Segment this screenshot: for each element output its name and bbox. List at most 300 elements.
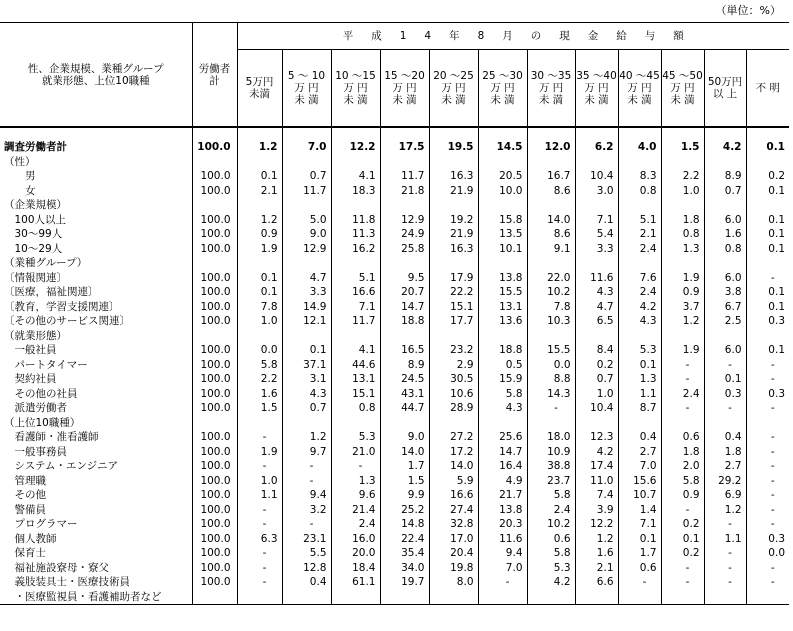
value-cell: 0.1 [746,227,789,242]
row-label: 管理職 [4,474,46,487]
value-cell: 0.1 [282,343,331,358]
table-row [0,300,789,315]
value-cell: 0.2 [746,169,789,184]
value-cell: 6.6 [575,575,618,590]
value-cell: 8.0 [429,575,478,590]
value-cell: 10.6 [429,387,478,402]
empty-cell [746,329,789,344]
value-cell: 2.1 [237,184,282,199]
row-label: 〔その他のサービス関連〕 [4,315,130,327]
value-cell: 28.9 [429,401,478,416]
value-cell: 0.6 [618,561,661,576]
value-cell: 12.2 [331,140,380,155]
value-cell: 4.1 [331,343,380,358]
empty-cell [237,590,282,605]
count-cell: 100.0 [192,140,237,155]
table-row [0,430,789,445]
band-header-line: 30 ～35 [530,70,572,82]
band-header-line: 万 円 [294,82,319,94]
value-cell: 7.0 [478,561,527,576]
empty-cell [192,155,237,170]
band-header-line: 5 ～ 10 [287,70,326,82]
count-cell: 100.0 [192,561,237,576]
empty-cell [331,155,380,170]
empty-cell [380,590,429,605]
band-header-line: 万 円 [670,82,695,94]
value-cell: 16.4 [478,459,527,474]
value-cell: - [704,401,746,416]
wage-distribution-table [0,22,789,605]
value-cell: 12.0 [527,140,575,155]
band-header-line: 未 満 [670,94,695,106]
value-cell: 7.8 [527,300,575,315]
row-label: システム・エンジニア [4,460,119,472]
value-cell: 30.5 [429,372,478,387]
value-cell: - [704,561,746,576]
value-cell: 25.6 [478,430,527,445]
value-cell: 0.0 [237,343,282,358]
value-cell: 1.2 [282,430,331,445]
row-label: パートタイマー [4,358,88,371]
band-header-line: 未 満 [343,94,368,106]
empty-cell [661,256,704,271]
value-cell: - [237,430,282,445]
empty-cell [527,155,575,170]
value-cell: 1.5 [237,401,282,416]
band-header-line: 20 ～25 [433,70,474,82]
value-cell: 9.1 [527,242,575,257]
value-cell: - [661,575,704,590]
band-header-line: 未 満 [490,94,515,106]
value-cell: 5.1 [331,271,380,286]
table-row [0,372,789,387]
value-cell: - [746,575,789,590]
value-cell: 1.8 [661,445,704,460]
period-title: 平成14年8月の現金給与額 [237,23,789,50]
value-cell: 18.8 [478,343,527,358]
band-header-line: 40 ～45 [619,70,660,82]
band-header-line: 万 円 [490,82,515,94]
value-cell: 6.5 [575,314,618,329]
value-cell: 10.4 [575,401,618,416]
value-cell: 0.9 [237,227,282,242]
empty-cell [237,198,282,213]
value-cell: 14.8 [380,517,429,532]
value-cell: 6.0 [704,213,746,228]
empty-cell [192,256,237,271]
value-cell: 13.1 [478,300,527,315]
value-cell: 15.1 [331,387,380,402]
value-cell: - [704,575,746,590]
value-cell: 13.8 [478,271,527,286]
value-cell: 21.7 [478,488,527,503]
value-cell: 2.9 [429,358,478,373]
row-label: （上位10職種） [4,416,81,429]
table-row [0,416,789,431]
spacer-cell [237,127,282,140]
value-cell: 7.4 [575,488,618,503]
value-cell: 21.9 [429,227,478,242]
value-cell: 20.5 [478,169,527,184]
empty-cell [192,329,237,344]
empty-cell [237,256,282,271]
row-label: 看護師・准看護師 [4,431,99,443]
value-cell: - [618,575,661,590]
row-label: ・医療監視員・看護補助者など [0,590,192,605]
row-label: 〔医療，福祉関連〕 [4,286,99,298]
value-cell: 17.7 [429,314,478,329]
value-cell: 1.0 [661,184,704,199]
value-cell: 5.0 [282,213,331,228]
empty-cell [704,416,746,431]
spacer-cell [429,127,478,140]
row-label: 〔教育，学習支援関連〕 [4,300,120,313]
value-cell: - [704,358,746,373]
value-cell: 3.2 [282,503,331,518]
value-cell: 12.1 [282,314,331,329]
value-cell: 22.0 [527,271,575,286]
band-header-line: 万 円 [441,82,466,94]
table-body [0,127,789,605]
value-cell: 2.4 [618,242,661,257]
empty-cell [478,155,527,170]
band-header-line: 45 ～50 [662,70,703,82]
value-cell: - [331,459,380,474]
table-row [0,561,789,576]
value-cell: 9.6 [331,488,380,503]
empty-cell [478,590,527,605]
value-cell: 1.6 [237,387,282,402]
value-cell: 18.8 [380,314,429,329]
value-cell: 5.1 [618,213,661,228]
count-cell: 100.0 [192,474,237,489]
table-row [0,401,789,416]
table-row [0,184,789,199]
value-cell: 1.5 [380,474,429,489]
value-cell: - [237,561,282,576]
band-header-line: 5万円 [245,76,274,88]
value-cell: 3.3 [282,285,331,300]
row-label: 調査労働者計 [4,141,67,153]
table-row [0,213,789,228]
row-label: 個人教師 [4,532,57,545]
value-cell: 0.2 [575,358,618,373]
spacer-cell [331,127,380,140]
empty-cell [661,590,704,605]
value-cell: - [478,575,527,590]
value-cell: 4.2 [704,140,746,155]
value-cell: 20.4 [429,546,478,561]
empty-cell [331,256,380,271]
value-cell: 10.4 [575,169,618,184]
value-cell: 1.1 [704,532,746,547]
value-cell: 8.3 [618,169,661,184]
empty-cell [746,155,789,170]
value-cell: 25.8 [380,242,429,257]
value-cell: 10.2 [527,517,575,532]
row-label: その他の社員 [4,387,78,400]
empty-cell [192,416,237,431]
value-cell: 20.0 [331,546,380,561]
empty-cell [282,155,331,170]
value-cell: 0.8 [704,242,746,257]
count-cell: 100.0 [192,532,237,547]
value-cell: 1.9 [237,242,282,257]
spacer-cell [575,127,618,140]
value-cell: 0.6 [527,532,575,547]
count-header-line-2: 計 [209,74,220,87]
value-cell: 12.8 [282,561,331,576]
value-cell: - [746,517,789,532]
empty-cell [380,416,429,431]
value-cell: - [661,561,704,576]
value-cell: 1.6 [704,227,746,242]
band-header-line: 未満 [249,88,270,100]
value-cell: 1.3 [331,474,380,489]
value-cell: 4.0 [618,140,661,155]
empty-cell [575,590,618,605]
value-cell: - [746,474,789,489]
value-cell: 10.1 [478,242,527,257]
count-cell: 100.0 [192,546,237,561]
count-cell: 100.0 [192,575,237,590]
value-cell: 4.9 [478,474,527,489]
value-cell: 0.2 [661,517,704,532]
band-header [746,50,789,128]
count-cell: 100.0 [192,358,237,373]
row-label: （性） [4,155,36,168]
empty-cell [527,329,575,344]
value-cell: 7.1 [575,213,618,228]
value-cell: 1.3 [661,242,704,257]
value-cell: 11.8 [331,213,380,228]
table-row [0,358,789,373]
value-cell: - [661,401,704,416]
value-cell: 14.7 [380,300,429,315]
empty-cell [704,198,746,213]
empty-cell [331,590,380,605]
value-cell: 1.7 [380,459,429,474]
value-cell: 2.4 [618,285,661,300]
value-cell: 0.8 [618,184,661,199]
value-cell: 8.6 [527,184,575,199]
value-cell: 5.8 [237,358,282,373]
value-cell: 24.9 [380,227,429,242]
value-cell: 0.8 [661,227,704,242]
value-cell: 4.2 [575,445,618,460]
value-cell: 9.4 [478,546,527,561]
value-cell: 17.5 [380,140,429,155]
value-cell: 18.0 [527,430,575,445]
empty-cell [478,329,527,344]
value-cell: 0.0 [746,546,789,561]
band-header [618,50,661,128]
value-cell: 0.1 [661,532,704,547]
value-cell: 4.2 [527,575,575,590]
value-cell: 8.6 [527,227,575,242]
value-cell: 2.4 [661,387,704,402]
value-cell: 2.4 [527,503,575,518]
empty-cell [527,590,575,605]
spacer-cell [527,127,575,140]
band-header-line: 50万円 [707,76,743,88]
row-label: 一般事務員 [4,445,67,458]
empty-cell [237,155,282,170]
table-row [0,169,789,184]
value-cell: 1.5 [661,140,704,155]
band-header-line: 未 満 [294,94,319,106]
value-cell: 44.6 [331,358,380,373]
empty-cell [282,198,331,213]
value-cell: 15.6 [618,474,661,489]
value-cell: 11.0 [575,474,618,489]
value-cell: 22.4 [380,532,429,547]
value-cell: 5.4 [575,227,618,242]
value-cell: 3.7 [661,300,704,315]
value-cell: 23.1 [282,532,331,547]
value-cell: 5.3 [331,430,380,445]
row-label: 〔情報関連〕 [4,271,67,284]
value-cell: 0.1 [746,213,789,228]
value-cell: 0.1 [746,343,789,358]
value-cell: 11.6 [575,271,618,286]
value-cell: - [704,517,746,532]
empty-cell [575,155,618,170]
value-cell: 13.1 [331,372,380,387]
count-cell: 100.0 [192,227,237,242]
band-header-line: 35 ～40 [576,70,617,82]
value-cell: 13.5 [478,227,527,242]
value-cell: - [746,488,789,503]
row-label: （企業規模） [4,199,67,211]
band-header-line: 15 ～20 [384,70,425,82]
value-cell: 23.2 [429,343,478,358]
row-label-line-1: 性、企業規模、業種グループ [27,62,164,75]
spacer-cell [0,127,192,140]
value-cell: 4.3 [618,314,661,329]
value-cell: - [661,372,704,387]
value-cell: 14.0 [380,445,429,460]
value-cell: - [746,358,789,373]
table-row [0,198,789,213]
value-cell: 2.0 [661,459,704,474]
empty-cell [661,198,704,213]
row-label: （業種グループ） [4,257,88,269]
value-cell: - [282,474,331,489]
empty-cell [618,198,661,213]
value-cell: 32.8 [429,517,478,532]
value-cell: 6.7 [704,300,746,315]
band-header-line: 万 円 [584,82,609,94]
value-cell: 1.2 [237,140,282,155]
band-header-line: 未 満 [584,94,609,106]
count-cell: 100.0 [192,459,237,474]
value-cell: 0.9 [661,488,704,503]
value-cell: 2.4 [331,517,380,532]
value-cell: 0.5 [478,358,527,373]
value-cell: 20.7 [380,285,429,300]
value-cell: 16.0 [331,532,380,547]
spacer-cell [704,127,746,140]
empty-cell [746,256,789,271]
value-cell: 16.3 [429,242,478,257]
band-header-line: 万 円 [392,82,417,94]
value-cell: - [237,503,282,518]
value-cell: - [237,575,282,590]
value-cell: 16.3 [429,169,478,184]
value-cell: 0.1 [746,242,789,257]
value-cell: 4.7 [575,300,618,315]
value-cell: 23.7 [527,474,575,489]
row-label-header [0,23,192,128]
row-label: 義肢装具士・医療技術員 [4,576,130,588]
value-cell: 18.3 [331,184,380,199]
value-cell: 0.1 [746,184,789,199]
value-cell: 22.2 [429,285,478,300]
value-cell: 3.3 [575,242,618,257]
value-cell: 43.1 [380,387,429,402]
value-cell: 15.5 [478,285,527,300]
value-cell: 1.2 [237,213,282,228]
value-cell: 8.9 [380,358,429,373]
row-label-line-2: 就業形態、上位10職種 [41,74,150,87]
empty-cell [661,416,704,431]
empty-cell [331,198,380,213]
value-cell: 11.7 [282,184,331,199]
band-header-line: 不 明 [755,82,780,94]
value-cell: 5.8 [661,474,704,489]
value-cell: 0.2 [661,546,704,561]
spacer-row [0,127,789,140]
value-cell: 24.5 [380,372,429,387]
value-cell: 9.4 [282,488,331,503]
band-header [331,50,380,128]
value-cell: 6.9 [704,488,746,503]
band-header-line: 万 円 [343,82,368,94]
value-cell: 11.7 [331,314,380,329]
empty-cell [380,329,429,344]
value-cell: 0.6 [661,430,704,445]
value-cell: 12.3 [575,430,618,445]
empty-cell [282,329,331,344]
table-row [0,474,789,489]
value-cell: 15.5 [527,343,575,358]
value-cell: - [237,517,282,532]
value-cell: 16.6 [331,285,380,300]
empty-cell [661,329,704,344]
value-cell: - [746,271,789,286]
value-cell: 4.3 [478,401,527,416]
value-cell: 8.8 [527,372,575,387]
value-cell: 10.9 [527,445,575,460]
count-cell: 100.0 [192,343,237,358]
spacer-cell [661,127,704,140]
row-label: 派遣労働者 [4,402,67,414]
value-cell: 35.4 [380,546,429,561]
table-row [0,387,789,402]
count-cell: 100.0 [192,488,237,503]
empty-cell [282,256,331,271]
row-label: 100人以上 [4,213,67,226]
table-row [0,242,789,257]
band-header-line: 未 満 [627,94,652,106]
spacer-cell [192,127,237,140]
value-cell: - [237,546,282,561]
spacer-cell [746,127,789,140]
empty-cell [429,590,478,605]
value-cell: 9.5 [380,271,429,286]
value-cell: 14.0 [527,213,575,228]
